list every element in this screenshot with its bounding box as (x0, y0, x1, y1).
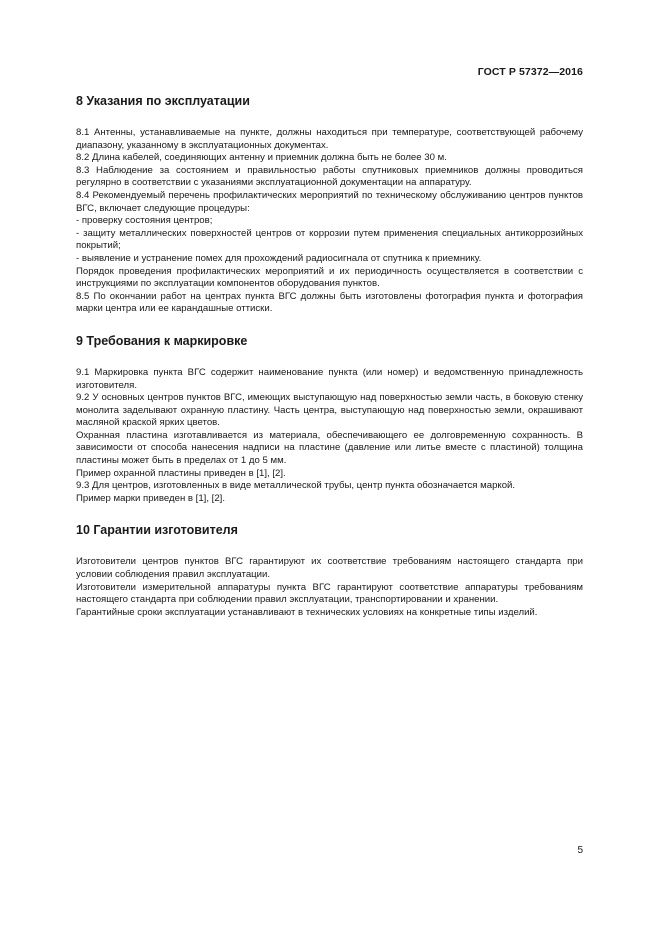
section-manufacturer-warranty (76, 522, 583, 619)
page-number: 5 (577, 845, 583, 856)
list-item: - проверку состояния центров; (76, 215, 213, 227)
paragraph: 8.4 Рекомендуемый перечень профилактических мероприятий по техническому обслуживанию центров пунктов ВГС, включает следующие процедуры: (76, 189, 583, 214)
paragraph: Изготовители измерительной аппаратуры пункта ВГС гарантируют соответствие аппаратуры требованиям настоящего стандарта при соблюдении правил эксплуатации, транспортировании и хранении. (76, 581, 583, 606)
section-title: 10 Гарантии изготовителя (76, 523, 238, 538)
paragraph: 8.3 Наблюдение за состоянием и правильностью работы спутниковых приемников должны проводиться регулярно в соответствии с указаниями эксплуатационной документации на аппаратуру. (76, 164, 583, 189)
paragraph: 9.2 У основных центров пунктов ВГС, имеющих выступающую над поверхностью земли часть, в боковую стенку монолита заделывают охранную пластину. Часть центра, выступающую над поверхностью земли, окрашивают масляной краской ярких цветов. (76, 392, 583, 429)
list-item: - выявление и устранение помех для прохождений радиосигнала от спутника к приемнику. (76, 252, 482, 264)
document-body (76, 93, 583, 619)
paragraph: 8.5 По окончании работ на центрах пункта ВГС должны быть изготовлены фотография пункта и фотография марки центра или ее карандашные оттиски. (76, 290, 583, 315)
section-title: 9 Требования к маркировке (76, 333, 248, 348)
paragraph: Пример марки приведен в [1], [2]. (76, 492, 226, 504)
paragraph: Пример охранной пластины приведен в [1], [2]. (76, 467, 286, 479)
paragraph: 8.1 Антенны, устанавливаемые на пункте, должны находиться при температуре, соответствующей рабочему диапазону, указанному в эксплуатационных документах. (76, 127, 583, 151)
paragraph: Охранная пластина изготавливается из материала, обеспечивающего ее долговременную сохранность. В зависимости от способа нанесения надписи на пластине (давление или литье вместе с пластиной) толщина пластины может быть в пределах от 1 до 5 мм. (76, 429, 583, 467)
section-marking-requirements (76, 333, 583, 506)
paragraph: Изготовители центров пунктов ВГС гарантируют их соответствие требованиям настоящего стандарта при условии соблюдения правил эксплуатации. (76, 556, 583, 581)
section-title: 8 Указания по эксплуатации (76, 94, 250, 108)
document-id-header: ГОСТ Р 57372—2016 (477, 66, 583, 78)
paragraph: 8.2 Длина кабелей, соединяющих антенну и приемник должна быть не более 30 м. (76, 152, 447, 164)
paragraph: 9.1 Маркировка пункта ВГС содержит наименование пункта (или номер) и ведомственную принадлежность изготовителя. (76, 366, 583, 391)
paragraph: Порядок проведения профилактических мероприятий и их периодичность осуществляется в соответствии с инструкциями по эксплуатации компонентов оборудования пунктов. (76, 265, 583, 290)
list-item: - защиту металлических поверхностей центров от коррозии путем применения специальных антикоррозийных покрытий; (76, 227, 583, 252)
section-operation-instructions (76, 93, 583, 316)
paragraph: 9.3 Для центров, изготовленных в виде металлической трубы, центр пункта обозначается маркой. (76, 480, 516, 492)
paragraph: Гарантийные сроки эксплуатации устанавливают в технических условиях на конкретные типы изделий. (76, 606, 538, 618)
